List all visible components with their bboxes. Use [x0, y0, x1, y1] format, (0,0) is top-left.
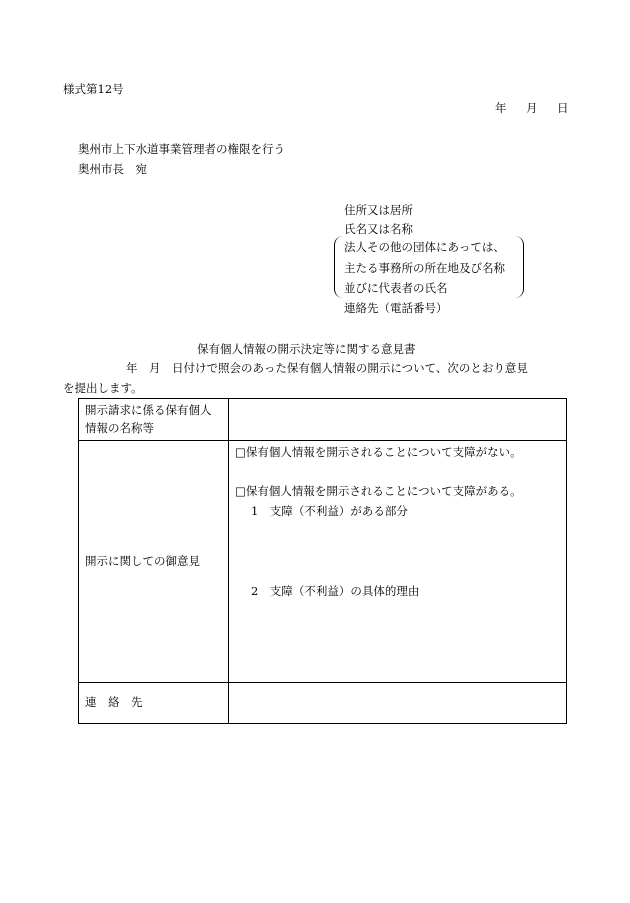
- corp-note-2: 主たる事務所の所在地及び名称: [344, 261, 505, 275]
- requester-contact: 連絡先（電話番号）: [344, 301, 448, 315]
- table-row-contact: [79, 683, 567, 724]
- option-objection[interactable]: □保有個人情報を開示されることについて支障がある。: [235, 484, 522, 498]
- addressee-line-2: 奥州市長 宛: [78, 162, 147, 176]
- table-row-info-name: [79, 399, 567, 441]
- intro-line-2: を提出します。: [63, 381, 143, 395]
- objection-reason-heading: 2 支障（不利益）の具体的理由: [251, 584, 420, 598]
- intro-line-1: 年 月 日付けで照会のあった保有個人情報の開示について、次のとおり意見: [126, 361, 528, 375]
- option-no-objection[interactable]: □保有個人情報を開示されることについて支障がない。: [235, 445, 522, 459]
- contact-field[interactable]: [229, 683, 567, 724]
- corp-note-1: 法人その他の団体にあっては、: [344, 240, 505, 254]
- form-number: 様式第12号: [63, 82, 124, 96]
- opinion-field[interactable]: [229, 441, 567, 683]
- contact-label: 連 絡 先: [79, 683, 229, 724]
- requester-address: 住所又は居所: [344, 203, 413, 217]
- opinion-label: 開示に関しての御意見: [79, 441, 229, 683]
- date-line: 年 月 日: [495, 101, 573, 115]
- requester-name: 氏名又は名称: [344, 222, 413, 236]
- info-name-field[interactable]: [229, 399, 567, 441]
- document-title: 保有個人情報の開示決定等に関する意見書: [197, 342, 416, 356]
- opinion-table: [78, 398, 567, 724]
- corp-note-3: 並びに代表者の氏名: [344, 281, 448, 295]
- addressee-line-1: 奥州市上下水道事業管理者の権限を行う: [78, 142, 285, 156]
- table-row-opinion: [79, 441, 567, 683]
- objection-part-heading: 1 支障（不利益）がある部分: [251, 504, 408, 518]
- info-name-label: 開示請求に係る保有個人 情報の名称等: [79, 399, 229, 441]
